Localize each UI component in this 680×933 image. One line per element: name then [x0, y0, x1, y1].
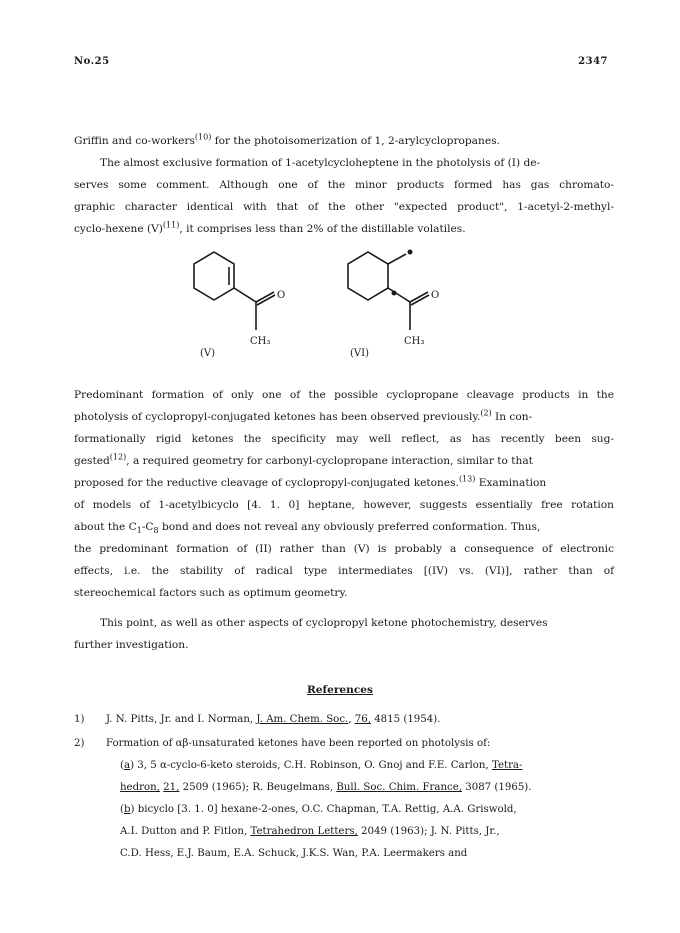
text-line: graphic character identical with that of the other "expected product", 1-acetyl-2-methyl-	[74, 201, 614, 213]
reference-number: 2)	[74, 738, 85, 749]
text-line: serves some comment. Although one of the minor products formed has gas chromato-	[74, 179, 614, 191]
reference-text: J. N. Pitts, Jr. and I. Norman, J. Am. Chem. Soc., 76, 4815 (1954).	[106, 714, 441, 725]
text-line: effects, i.e. the stability of radical type intermediates [(IV) vs. (VI)], rather than of	[74, 565, 614, 577]
text-line: about the $C_1-C_8$ bond and does not reveal any obviously preferred conformation. Thus,	[74, 521, 541, 536]
methyl-label: CH₃	[404, 336, 425, 347]
reference-2	[74, 733, 614, 873]
text-line: Griffin and co-workers$^{(10)}$ for the photoisomerization of 1, 2-arylcyclopropanes.	[74, 132, 500, 147]
structure-vi-label: (VI)	[350, 348, 369, 359]
oxygen-label: O	[431, 290, 440, 301]
text-line: cyclo-hexene $(V)^{(11)}$, it comprises less than 2% of the distillable volatiles.	[74, 220, 466, 235]
text-line: the predominant formation of (II) rather than (V) is probably a consequence of electronic	[74, 543, 614, 555]
structure-v	[176, 238, 316, 368]
text-line: of models of 1-acetylbicyclo [4. 1. 0] heptane, however, suggests essentially free rotation	[74, 499, 614, 511]
reference-text: Formation of αβ-unsaturated ketones have been reported on photolysis of: (a) 3, 5 α-cyclo-6-keto steroids, C.H. Robinson, O. Gnoj and F.E. Carlon, Tetra- hedron, 21, 2509 (1965); R. Beugelmans, Bull. Soc. Chim. France, 3087 (1965). (b) bicyclo [3. 1. 0] hexane-2-ones, O.C. Chapman, T.A. Rettig, A.A. Griswold, A.I. Dutton and P. Fitlon, Tetrahedron Letters, 2049 (1963); J. N. Pitts, Jr., C.D. Hess, E.J. Baum, E.A. Schuck, J.K.S. Wan, P.A. Leermakers and	[106, 738, 532, 859]
text-line: photolysis of cyclopropyl-conjugated ketones has been observed previously.$^{(2)}$ In con-	[74, 408, 533, 423]
methyl-label: CH₃	[250, 336, 271, 347]
radical-dot	[392, 291, 397, 296]
paragraph-3	[74, 612, 614, 656]
issue-number: No.25	[74, 56, 110, 67]
reference-number: 1)	[74, 714, 85, 725]
text-line: proposed for the reductive cleavage of cyclopropyl-conjugated ketones.$^{(13)}$ Examination	[74, 474, 547, 489]
text-line: Predominant formation of only one of the possible cyclopropane cleavage products in the	[74, 389, 614, 401]
page-number: 2347	[578, 56, 608, 67]
structure-vi	[332, 232, 472, 368]
paragraph-2	[74, 384, 614, 604]
text-line: This point, as well as other aspects of cyclopropyl ketone photochemistry, deserves	[100, 617, 548, 629]
structure-v-label: (V)	[200, 348, 216, 359]
paragraph-1	[74, 130, 614, 240]
text-line: gested$^{(12)}$, a required geometry for carbonyl-cyclopropane interaction, similar to that	[74, 452, 533, 467]
text-line: further investigation.	[74, 639, 189, 651]
references-heading: References	[306, 684, 374, 696]
cyclohexene-ring	[194, 252, 234, 300]
cyclohexane-ring	[348, 252, 388, 300]
text-line: formationally rigid ketones the specificity may well reflect, as has recently been sug-	[74, 433, 614, 445]
reference-1	[74, 709, 614, 731]
oxygen-label: O	[277, 290, 286, 301]
radical-dot	[408, 250, 413, 255]
text-line: The almost exclusive formation of 1-acetylcycloheptene in the photolysis of (I) de-	[100, 157, 541, 169]
text-line: stereochemical factors such as optimum geometry.	[74, 587, 348, 599]
